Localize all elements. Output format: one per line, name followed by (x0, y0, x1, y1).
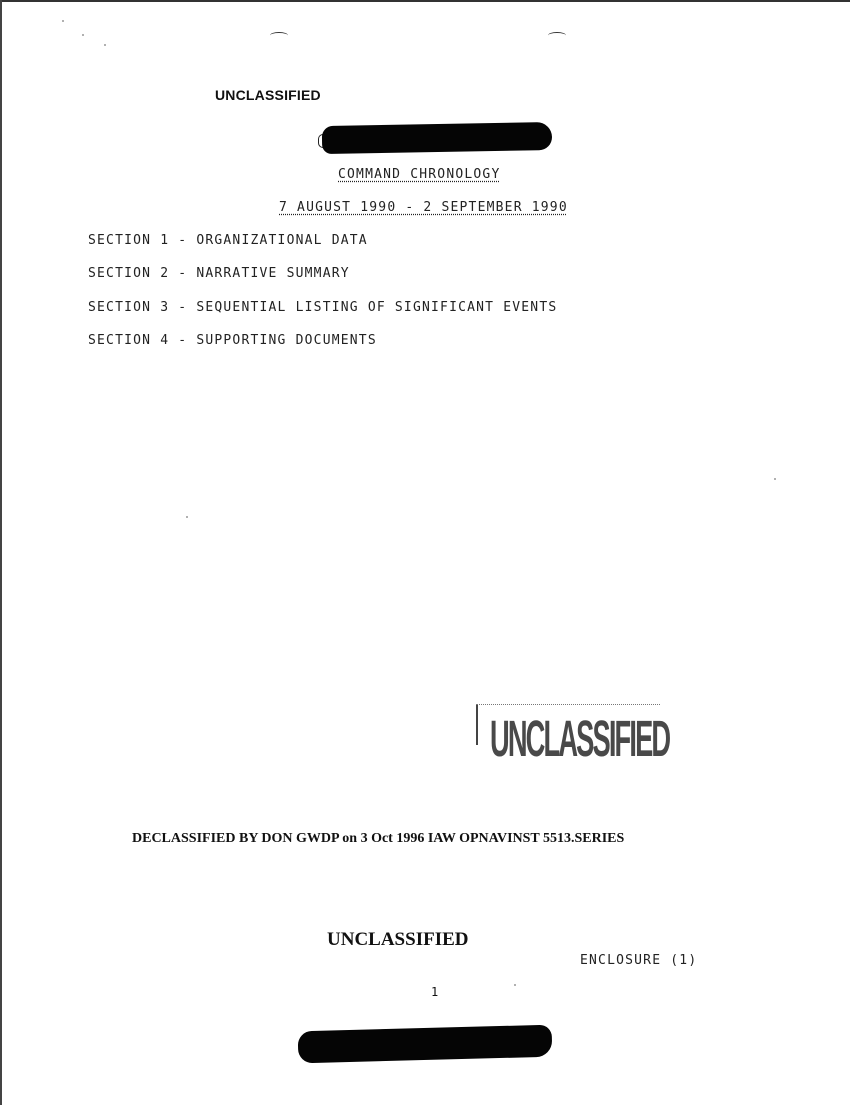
scan-speck (774, 478, 776, 480)
redaction-bar-bottom (298, 1025, 553, 1064)
section-item: SECTION 2 - NARRATIVE SUMMARY (88, 266, 350, 281)
scan-speck (82, 34, 84, 36)
scan-speck (62, 20, 64, 22)
section-item: SECTION 1 - ORGANIZATIONAL DATA (88, 233, 368, 248)
classification-footer: UNCLASSIFIED (327, 929, 469, 950)
scan-speck (186, 516, 188, 518)
punch-mark-right (548, 32, 566, 39)
scan-edge-left (0, 0, 2, 1105)
punch-mark-left (270, 32, 288, 39)
section-item: SECTION 3 - SEQUENTIAL LISTING OF SIGNIFICANT EVENTS (88, 300, 558, 315)
unclassified-stamp (476, 704, 670, 773)
page-number: 1 (431, 985, 439, 999)
stamp-border (476, 705, 486, 745)
scan-edge-top (0, 0, 850, 2)
scan-speck (104, 44, 106, 46)
stamp-text: UNCLASSIFIED (490, 711, 670, 768)
chronology-title: COMMAND CHRONOLOGY (338, 167, 501, 182)
enclosure-label: ENCLOSURE (1) (580, 953, 698, 968)
chronology-dates: 7 AUGUST 1990 - 2 SEPTEMBER 1990 (279, 200, 568, 215)
declassification-notice: DECLASSIFIED BY DON GWDP on 3 Oct 1996 IAW OPNAVINST 5513.SERIES (132, 831, 625, 846)
section-item: SECTION 4 - SUPPORTING DOCUMENTS (88, 333, 377, 348)
redaction-bar-top (322, 122, 552, 154)
scan-speck (514, 984, 516, 986)
classification-header: UNCLASSIFIED (215, 87, 321, 103)
